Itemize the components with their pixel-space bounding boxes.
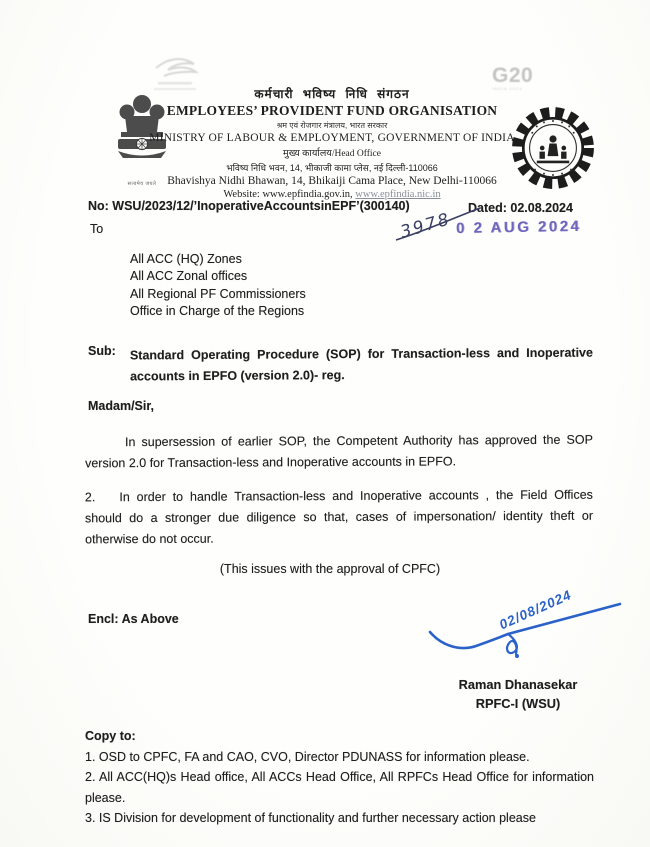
website-prefix: Website: www.epfindia.gov.in, xyxy=(223,189,356,200)
signatory-block xyxy=(420,675,616,713)
ministry-hindi: श्रम एवं रोजगार मंत्रालय, भारत सरकार xyxy=(276,121,388,130)
signatory-name: Raman Dhanasekar xyxy=(458,677,578,692)
org-name-english: EMPLOYEES’ PROVIDENT FUND ORGANISATION xyxy=(166,103,498,118)
copy-to-item: 1. OSD to CPFC, FA and CAO, CVO, Director PDUNASS for information please. xyxy=(85,749,530,764)
handwritten-diary-number: 3978 xyxy=(398,209,454,243)
subject-label: Sub: xyxy=(88,344,116,358)
emblem-motto: सत्यमेव जयते xyxy=(127,181,157,187)
epfo-logo-icon xyxy=(508,102,598,194)
g20-logo-icon: G20 INDIA 2023 xyxy=(492,64,534,91)
signatory-designation: RPFC-I (WSU) xyxy=(475,696,561,711)
body-paragraph-2 xyxy=(85,485,593,551)
approval-note: (This issues with the approval of CPFC) xyxy=(219,562,441,576)
website-link[interactable]: www.epfindia.nic.in xyxy=(355,189,441,200)
reference-number: No: WSU/2023/12/’InoperativeAccountsinEPF’(300140) xyxy=(88,199,410,213)
addressee-list xyxy=(130,251,306,321)
paragraph-text: In order to handle Transaction-less and Inoperative accounts , the Field Offices should do a stronger due diligence so that, cases of impersonation/ identity theft or otherwise do not occur. xyxy=(84,487,594,547)
ministry-english: MINISTRY OF LABOUR & EMPLOYMENT, GOVERNMENT OF INDIA xyxy=(149,132,515,144)
signature-date-handwritten: 02/08/2024 xyxy=(496,587,574,633)
address-hindi: भविष्य निधि भवन, 14, भीकाजी कामा प्लेस, नई दिल्ली-110066 xyxy=(226,163,438,173)
copy-to-item: 3. IS Division for development of functionality and further necessary action please xyxy=(85,811,536,826)
copy-to-label: Copy to: xyxy=(85,729,136,743)
enclosure-line: Encl: As Above xyxy=(88,612,179,626)
to-label: To xyxy=(90,222,104,236)
subject-text: Standard Operating Procedure (SOP) for Transaction-less and Inoperative accounts in EPFO (version 2.0)- reg. xyxy=(129,345,593,383)
org-name-hindi: कर्मचारी भविष्य निधि संगठन xyxy=(254,87,410,101)
addressee-line: All Regional PF Commissioners xyxy=(130,286,306,301)
paragraph-number: 2. xyxy=(84,490,96,505)
letterhead xyxy=(148,85,516,200)
received-date-stamp: 0 2 AUG 2024 xyxy=(455,217,582,238)
addressee-line: All ACC (HQ) Zones xyxy=(130,252,242,266)
copy-to-item: 2. All ACC(HQ)s Head office, All ACCs Head Office, All RPFCs Head Office for information please. xyxy=(85,770,594,805)
dated-line: Dated: 02.08.2024 xyxy=(468,201,573,215)
addressee-line: Office in Charge of the Regions xyxy=(130,304,305,319)
copy-to-section xyxy=(85,726,594,829)
address-english: Bhavishya Nidhi Bhawan, 14, Bhikaiji Cama Place, New Delhi-110066 xyxy=(167,175,497,187)
greeting: Madam/Sir, xyxy=(88,399,154,413)
head-office-line: मुख्य कार्यालय/Head Office xyxy=(283,149,381,159)
body-paragraph-1: In supersession of earlier SOP, the Competent Authority has approved the SOP version 2.0 for Transaction-less and Inoperative accounts in EPFO. xyxy=(85,432,593,471)
addressee-line: All ACC Zonal offices xyxy=(130,269,248,284)
